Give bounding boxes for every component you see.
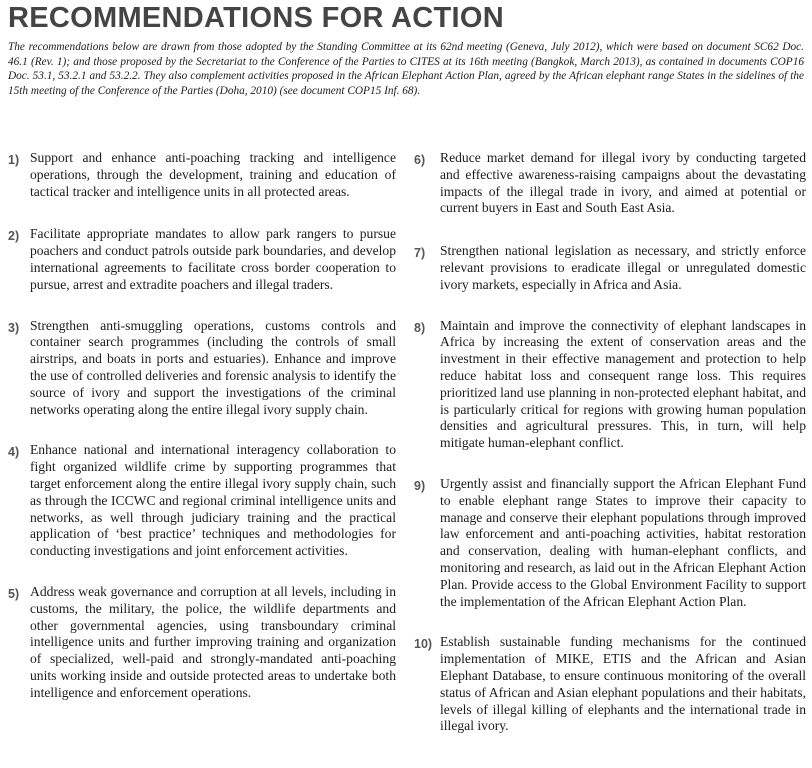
- recommendation-text: Facilitate appropriate mandates to allow park rangers to pursue poachers and conduct patrols outside park boundaries, and develop international agreements to facilitate cross border cooperation to pursue, arrest and extradite poachers and illegal traders.: [30, 226, 396, 292]
- recommendation-number: 4): [8, 445, 20, 460]
- recommendation-text: Address weak governance and corruption at all levels, including in customs, the military, the police, the wildlife departments and other governmental agencies, using transboundary criminal intelligence units and further improving training and organization of specialized, well-paid and strongly-mandated anti-poaching units working inside and outside protected areas to undertake both intelligence and enforcement operations.: [30, 583, 396, 700]
- recommendation-number: 3): [8, 320, 20, 335]
- recommendation-text: Support and enhance anti-poaching tracking and intelligence operations, through the development, training and education of tactical tracker and intelligence units in all protected areas.: [30, 150, 396, 199]
- recommendation-5: [8, 584, 396, 702]
- recommendations-left-column: [8, 150, 396, 702]
- recommendation-number: 7): [414, 246, 426, 261]
- intro-paragraph: The recommendations below are drawn from those adopted by the Standing Committee at its 62nd meeting (Geneva, July 2012), which were based on document SC62 Doc. 46.1 (Rev. 1); and those proposed by the Secretariat to the Conference of the Parties to CITES at its 16th meeting (Bangkok, March 2013), as contained in documents COP16 Doc. 53.1, 53.2.1 and 53.2.2. They also complement activities proposed in the African Elephant Action Plan, agreed by the African elephant range States in the sidelines of the 15th meeting of the Conference of the Parties (Doha, 2010) (see document COP15 Inf. 68).: [8, 41, 804, 97]
- recommendation-7: [414, 243, 806, 293]
- recommendation-8: [414, 318, 806, 452]
- recommendation-number: 2): [8, 229, 20, 244]
- recommendation-6: [414, 150, 806, 217]
- recommendations-right-column: [414, 150, 806, 735]
- recommendation-text: Enhance national and international interagency collaboration to fight organized wildlife crime by supporting programmes that target enforcement along the entire illegal ivory supply chain, such as through the ICCWC and regional criminal intelligence units and networks, as well through judiciary training and the practical application of ‘best practice’ techniques and methodologies for conducting investigations and joint enforcement activities.: [30, 442, 396, 559]
- recommendation-number: 1): [8, 153, 20, 167]
- recommendation-number: 8): [414, 320, 426, 335]
- recommendation-text: Strengthen anti-smuggling operations, customs controls and container search programmes (including the controls of small airstrips, and boats in ports and estuaries). Enhance and improve the use of controlled deliveries and forensic analysis to identify the source of ivory and support the investigations of the criminal networks operating along the entire illegal ivory supply chain.: [30, 317, 396, 417]
- recommendation-4: [8, 442, 396, 560]
- recommendation-text: Establish sustainable funding mechanisms for the continued implementation of MIKE, ETIS and the African and Asian Elephant Database, to ensure continuous monitoring of the overall status of African and Asian elephant populations and their habitats, levels of illegal killing of elephants and the international trade in illegal ivory.: [440, 634, 806, 734]
- recommendation-text: Urgently assist and financially support the African Elephant Fund to enable elephant range States to improve their capacity to manage and conserve their elephant populations through improved law enforcement and anti-poaching activities, habitat restoration and conservation, dealing with human-elephant conflicts, and monitoring and research, as laid out in the African Elephant Action Plan. Provide access to the Global Environment Facility to support the implementation of the African Elephant Action Plan.: [440, 475, 806, 609]
- recommendation-number: 6): [414, 153, 426, 167]
- recommendation-text: Reduce market demand for illegal ivory by conducting targeted and effective awareness-raising campaigns about the devastating impacts of the illegal trade in ivory, and aimed at potential or current buyers in East and South East Asia.: [440, 150, 806, 216]
- recommendation-2: [8, 226, 396, 293]
- recommendation-text: Maintain and improve the connectivity of elephant landscapes in Africa by increasing the extent of conservation areas and the investment in their effective management and protection to help reduce habitat loss and consequent range loss. This requires prioritized land use planning in non-protected elephant habitat, and is particularly critical for regions with growing human population densities and agricultural pressures. This, in turn, will help mitigate human-elephant conflict.: [440, 317, 806, 451]
- page-title: RECOMMENDATIONS FOR ACTION: [8, 2, 504, 34]
- recommendation-9: [414, 476, 806, 610]
- recommendation-text: Strengthen national legislation as necessary, and strictly enforce relevant provisions to eradicate illegal or unregulated domestic ivory markets, especially in Africa and Asia.: [440, 243, 806, 292]
- recommendation-number: 10): [414, 637, 433, 652]
- recommendation-10: [414, 634, 806, 735]
- recommendation-3: [8, 318, 396, 419]
- recommendation-number: 5): [8, 586, 20, 601]
- recommendation-number: 9): [414, 478, 426, 493]
- recommendation-1: [8, 150, 396, 200]
